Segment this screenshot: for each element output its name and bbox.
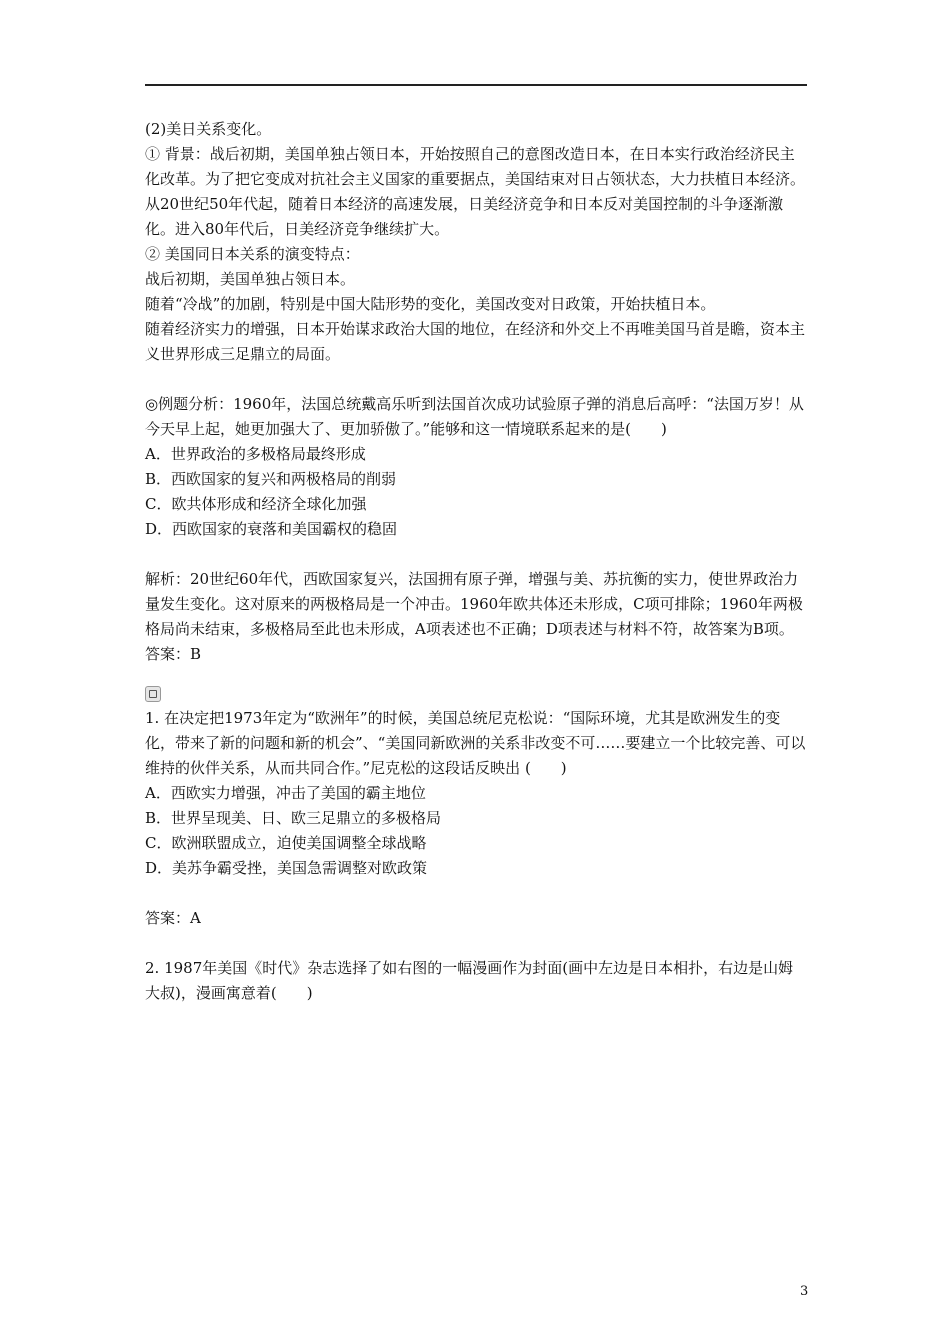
page-content	[145, 117, 807, 1006]
q1-option: D．美苏争霸受挫，美国急需调整对欧政策	[145, 859, 428, 877]
example-analysis: 解析：20世纪60年代，西欧国家复兴，法国拥有原子弹，增强与美、苏抗衡的实力，使世界政治力量发生变化。这对原来的两极格局是一个冲击。1960年欧共体还未形成，C项可排除；1960年两极格局尚未结束，多极格局至此也未形成，A项表述也不正确；D项表述与材料不符，故答案为B项。	[145, 570, 803, 638]
example-question: ◎例题分析：1960年，法国总统戴高乐听到法国首次成功试验原子弹的消息后高呼：“法国万岁！从今天早上起，她更加强大了、更加骄傲了。”能够和这一情境联系起来的是( )	[145, 395, 804, 438]
section-title: (2)美日关系变化。	[145, 120, 272, 138]
example-answer: 答案：B	[145, 645, 202, 663]
features-title: ② 美国同日本关系的演变特点：	[145, 245, 360, 263]
exercise-icon	[145, 686, 161, 702]
q1-option: B．世界呈现美、日、欧三足鼎立的多极格局	[145, 809, 442, 827]
q1-answer: 答案：A	[145, 909, 201, 927]
q1-question: 1. 在决定把1973年定为“欧洲年”的时候，美国总统尼克松说：“国际环境，尤其是欧洲发生的变化，带来了新的问题和新的机会”、“美国同新欧洲的关系非改变不可……要建立一个比较完善、可以维持的伙伴关系，从而共同合作。”尼克松的这段话反映出 ( )	[145, 709, 806, 777]
feature-item: 战后初期，美国单独占领日本。	[145, 270, 356, 288]
q1-option: A．西欧实力增强，冲击了美国的霸主地位	[145, 784, 426, 802]
background-paragraph: ① 背景：战后初期，美国单独占领日本，开始按照自己的意图改造日本，在日本实行政治经济民主化改革。为了把它变成对抗社会主义国家的重要据点，美国结束对日占领状态，大力扶植日本经济。从20世纪50年代起，随着日本经济的高速发展，日美经济竞争和日本反对美国控制的斗争逐渐激化。进入80年代后，日美经济竞争继续扩大。	[145, 145, 806, 238]
header-rule	[145, 84, 807, 86]
feature-item: 随着经济实力的增强，日本开始谋求政治大国的地位，在经济和外交上不再唯美国马首是瞻，资本主义世界形成三足鼎立的局面。	[145, 320, 806, 363]
feature-item: 随着“冷战”的加剧，特别是中国大陆形势的变化，美国改变对日政策，开始扶植日本。	[145, 295, 716, 313]
page-number: 3	[800, 1284, 809, 1299]
example-option: C．欧共体形成和经济全球化加强	[145, 495, 367, 513]
q2-question: 2. 1987年美国《时代》杂志选择了如右图的一幅漫画作为封面(画中左边是日本相扑，右边是山姆大叔)，漫画寓意着( )	[145, 959, 794, 1002]
example-option: D．西欧国家的衰落和美国霸权的稳固	[145, 520, 398, 538]
q1-option: C．欧洲联盟成立，迫使美国调整全球战略	[145, 834, 427, 852]
example-option: A．世界政治的多极格局最终形成	[145, 445, 366, 463]
example-option: B．西欧国家的复兴和两极格局的削弱	[145, 470, 397, 488]
